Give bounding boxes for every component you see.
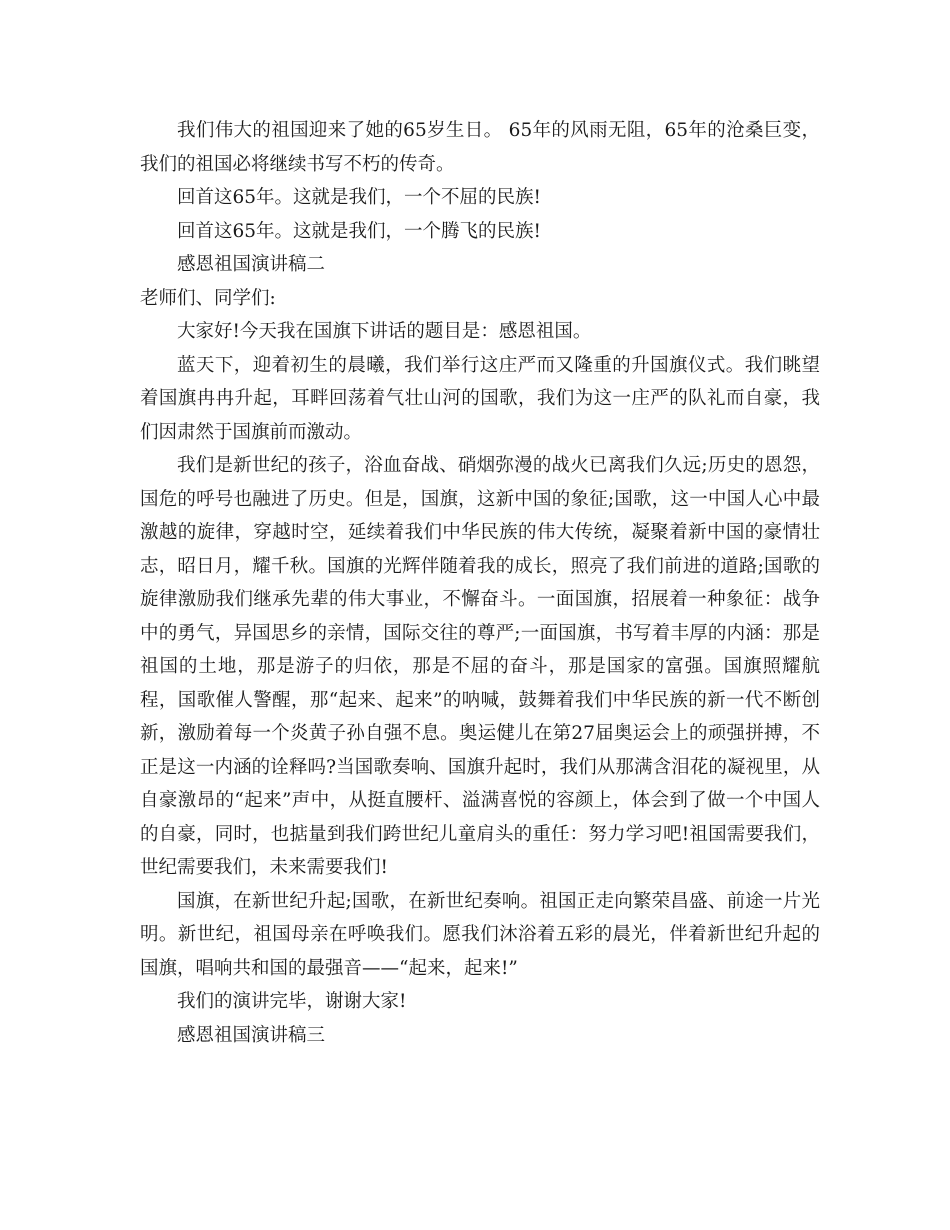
document-page bbox=[140, 114, 820, 1052]
paragraph-greeting: 大家好!今天我在国旗下讲话的题目是：感恩祖国。 bbox=[177, 321, 592, 342]
section-heading-speech-two: 感恩祖国演讲稿二 bbox=[177, 254, 326, 275]
paragraph-flag-rising: 国旗，在新世纪升起;国歌，在新世纪奏响。祖国正走向繁荣昌盛、前途一片光明。新世纪，祖国母亲在呼唤我们。愿我们沐浴着五彩的晨光，伴着新世纪升起的国旗，唱响共和国的最强音——“起来，起来!” bbox=[140, 890, 820, 979]
paragraph-birthday: 我们伟大的祖国迎来了她的65岁生日。 65年的风雨无阻，65年的沧桑巨变，我们的祖国必将继续书写不朽的传奇。 bbox=[140, 120, 820, 175]
paragraph-soaring: 回首这65年。这就是我们，一个腾飞的民族! bbox=[177, 220, 541, 242]
paragraph-new-century: 我们是新世纪的孩子，浴血奋战、硝烟弥漫的战火已离我们久远;历史的恩怨，国危的呼号也融进了历史。但是，国旗，这新中国的象征;国歌，这一中国人心中最激越的旋律，穿越时空，延续着我们中华民族的伟大传统，凝聚着新中国的豪情壮志，昭日月，耀千秋。国旗的光辉伴随着我的成长，照亮了我们前进的道路;国歌的旋律激励我们继承先辈的伟大事业，不懈奋斗。一面国旗，招展着一种象征：战争中的勇气，异国思乡的亲情，国际交往的尊严;一面国旗，书写着丰厚的内涵：那是祖国的土地，那是游子的归依，那是不屈的奋斗，那是国家的富强。国旗照耀航程，国歌催人警醒，那“起来、起来”的呐喊，鼓舞着我们中华民族的新一代不断创新，激励着每一个炎黄子孙自强不息。奥运健儿在第27届奥运会上的顽强拼搏，不正是这一内涵的诠释吗?当国歌奏响、国旗升起时，我们从那满含泪花的凝视里，从自豪激昂的“起来”声中，从挺直腰杆、溢满喜悦的容颜上，体会到了做一个中国人的自豪，同时，也掂量到我们跨世纪儿童肩头的重任：努力学习吧!祖国需要我们，世纪需要我们，未来需要我们! bbox=[140, 455, 820, 878]
paragraph-unyielding: 回首这65年。这就是我们，一个不屈的民族! bbox=[177, 187, 541, 208]
salutation: 老师们、同学们: bbox=[140, 287, 276, 309]
paragraph-flag-ceremony: 蓝天下，迎着初生的晨曦，我们举行这庄严而又隆重的升国旗仪式。我们眺望着国旗冉冉升起，耳畔回荡着气壮山河的国歌，我们为这一庄严的队礼而自豪，我们因肃然于国旗前而激动。 bbox=[140, 354, 820, 443]
section-heading-speech-three: 感恩祖国演讲稿三 bbox=[177, 1024, 326, 1046]
paragraph-closing: 我们的演讲完毕，谢谢大家! bbox=[177, 991, 407, 1012]
